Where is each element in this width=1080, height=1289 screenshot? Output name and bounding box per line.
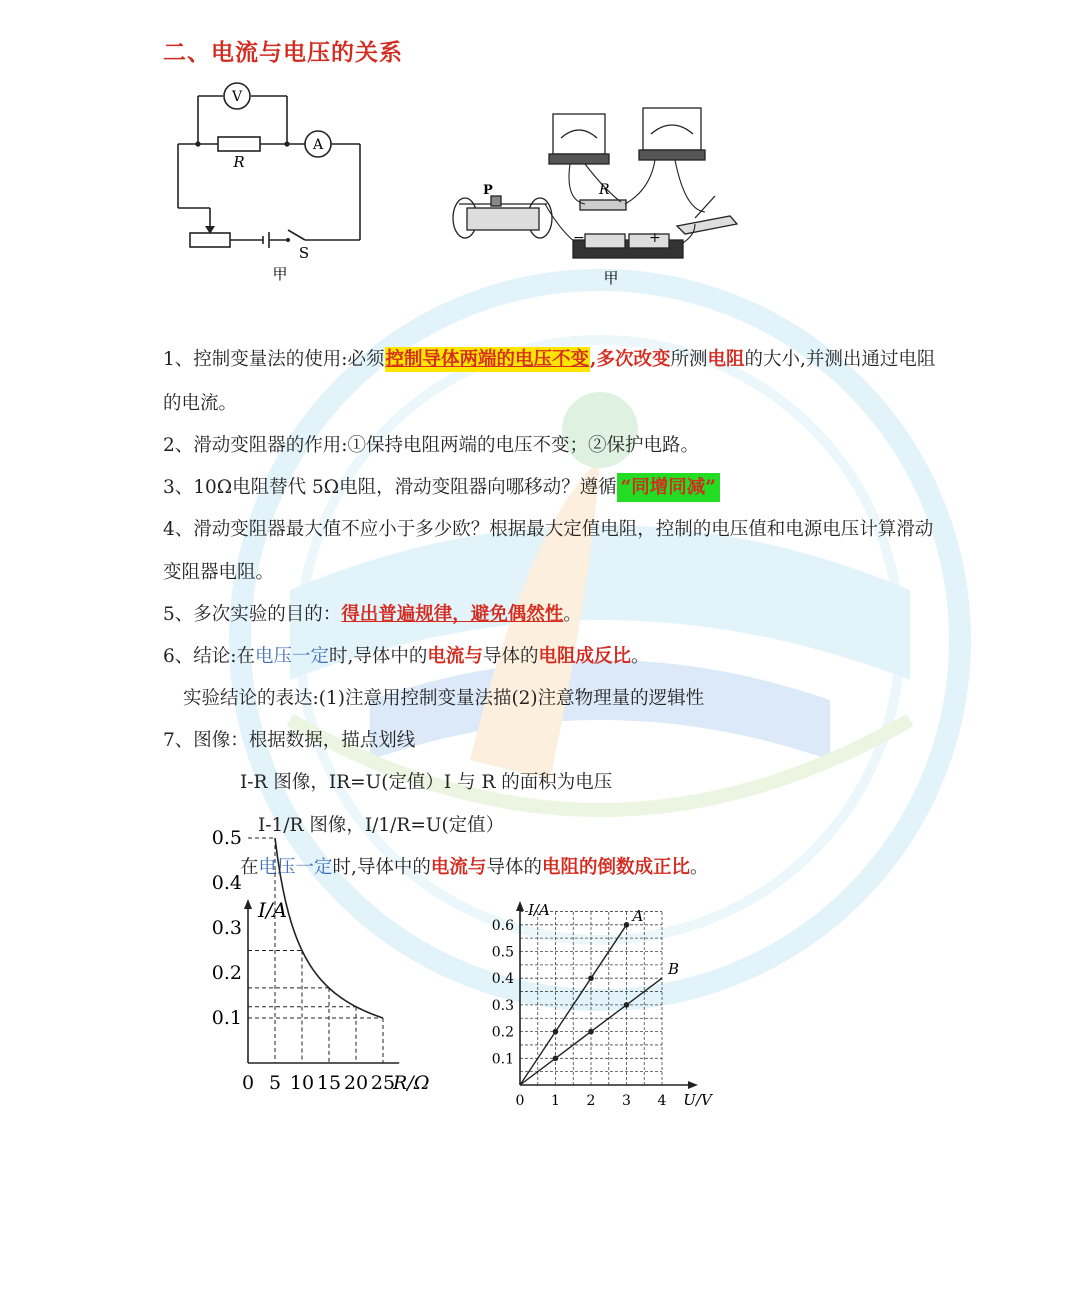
data-point-A (553, 1029, 559, 1035)
y-axis-label: I/A (528, 901, 550, 919)
x-tick-label: 5 (268, 1072, 282, 1094)
circuit-caption: 甲 (272, 265, 288, 283)
x-tick-label: 3 (622, 1093, 631, 1109)
item-5-end: 。 (563, 604, 582, 625)
apparatus-drawing (445, 100, 745, 290)
y-tick-label: 0.4 (211, 872, 242, 894)
y-tick-label: 0.1 (211, 1007, 242, 1029)
x-axis-label: U/V (683, 1091, 712, 1109)
item-1-line2: 的电流。 (163, 393, 238, 414)
x-tick-label: 2 (586, 1093, 596, 1109)
item-6-text3: 导体的 (482, 646, 539, 667)
item-6-blue: 电压一定 (255, 646, 330, 667)
apparatus-resistor-label: R (599, 182, 610, 198)
item-1-highlight: 控制导体两端的电压不变 (385, 349, 590, 370)
x-axis-label: R/Ω (393, 1072, 430, 1094)
item-3 (163, 476, 720, 500)
y-tick-label: 0.6 (491, 917, 514, 934)
item-1-text3: 的大小,并测出通过电阻 (744, 349, 936, 370)
y-tick-label: 0.2 (491, 1024, 514, 1041)
item-6-text: 6、结论:在 (163, 646, 256, 667)
x-tick-label: 0 (241, 1072, 255, 1094)
item-2: 2、滑动变阻器的作用:①保持电阻两端的电压不变；②保护电路。 (163, 435, 700, 456)
switch-label: S (298, 244, 310, 262)
series-label-B: B (668, 960, 680, 979)
x-tick-label: 10 (289, 1072, 315, 1094)
y-tick-label: 0.3 (491, 997, 514, 1014)
item-4-line1: 4、滑动变阻器最大值不应小于多少欧？根据最大定值电阻，控制的电压值和电源电压计算滑动 (163, 519, 934, 540)
apparatus-caption: 甲 (603, 269, 619, 287)
conclusion-blue: 电压一定 (258, 857, 333, 878)
conclusion-red2: 电阻的倒数成正比 (541, 857, 690, 878)
item-6-end: 。 (630, 646, 650, 667)
x-tick-label: 15 (316, 1072, 342, 1094)
x-tick-label: 4 (657, 1093, 667, 1109)
y-tick-label: 0.4 (491, 971, 514, 988)
slider-label: P (483, 183, 493, 198)
item-4-line2: 变阻器电阻。 (163, 562, 275, 583)
x-tick-label: 25 (370, 1072, 396, 1094)
conclusion-text: 在 (240, 857, 259, 878)
data-point-B (624, 1002, 630, 1008)
x-tick-label: 1 (551, 1093, 560, 1109)
y-tick-label: 0.3 (211, 917, 242, 939)
battery-plus: + (649, 230, 661, 246)
data-point-B (588, 1029, 594, 1035)
item-1-resistance: 电阻 (707, 349, 745, 370)
ir-graph-note: I-R 图像，IR=U(定值）I 与 R 的面积为电压 (240, 772, 613, 793)
ammeter-drawing (553, 114, 605, 154)
y-axis-arrow (244, 899, 252, 909)
item-3-text: 3、10Ω电阻替代 5Ω电阻，滑动变阻器向哪移动？遵循 (163, 477, 617, 498)
item-7: 7、图像：根据数据，描点划线 (163, 730, 416, 751)
data-point-A (588, 975, 594, 981)
item-1-text: 1、控制变量法的使用:必须 (163, 349, 385, 370)
y-tick-label: 0.5 (491, 944, 514, 961)
series-label-A: A (632, 906, 644, 925)
data-point-B (553, 1056, 559, 1062)
iu-chart (482, 895, 732, 1110)
item-6-text2: 时,导体中的 (329, 646, 428, 667)
voltmeter-label: V (231, 89, 243, 105)
conclusion-end: 。 (689, 857, 709, 878)
battery-minus: − (573, 230, 585, 246)
conclusion-red1: 电流与 (430, 857, 487, 878)
item-5 (163, 603, 582, 627)
proportional-conclusion (240, 856, 708, 880)
voltmeter-drawing (643, 108, 701, 150)
item-6-red2: 电阻成反比 (538, 646, 631, 667)
item-5-text: 5、多次实验的目的： (163, 604, 342, 625)
conclusion-text3: 导体的 (486, 857, 542, 878)
y-axis-label: I/A (258, 898, 288, 922)
x-axis-arrow (688, 1081, 698, 1089)
data-point-A (624, 922, 630, 928)
item-6 (163, 645, 649, 669)
i-1r-graph-note: I-1/R 图像，I/1/R=U(定值） (258, 815, 505, 836)
x-tick-label: 0 (515, 1093, 525, 1109)
conclusion-text2: 时,导体中的 (332, 857, 431, 878)
resistor-label: R (233, 153, 245, 171)
ammeter-label: A (312, 137, 324, 153)
item-3-highlight: “同增同减” (617, 473, 720, 502)
circuit-diagram (170, 80, 370, 290)
conclusion-expression: 实验结论的表达:(1)注意用控制变量法描(2)注意物理量的逻辑性 (183, 688, 705, 709)
y-tick-label: 0.5 (211, 827, 242, 849)
item-1-red: ,多次改变 (590, 349, 671, 370)
y-tick-label: 0.1 (491, 1051, 514, 1068)
item-6-red1: 电流与 (427, 646, 483, 667)
item-5-emphasis: 得出普遍规律，避免偶然性 (341, 604, 564, 625)
item-1-text2: 所测 (670, 349, 708, 370)
y-axis-arrow (516, 901, 524, 911)
section-title: 二、电流与电压的关系 (163, 39, 403, 66)
item-1-line1 (163, 348, 935, 372)
y-tick-label: 0.2 (211, 962, 242, 984)
x-tick-label: 20 (343, 1072, 369, 1094)
